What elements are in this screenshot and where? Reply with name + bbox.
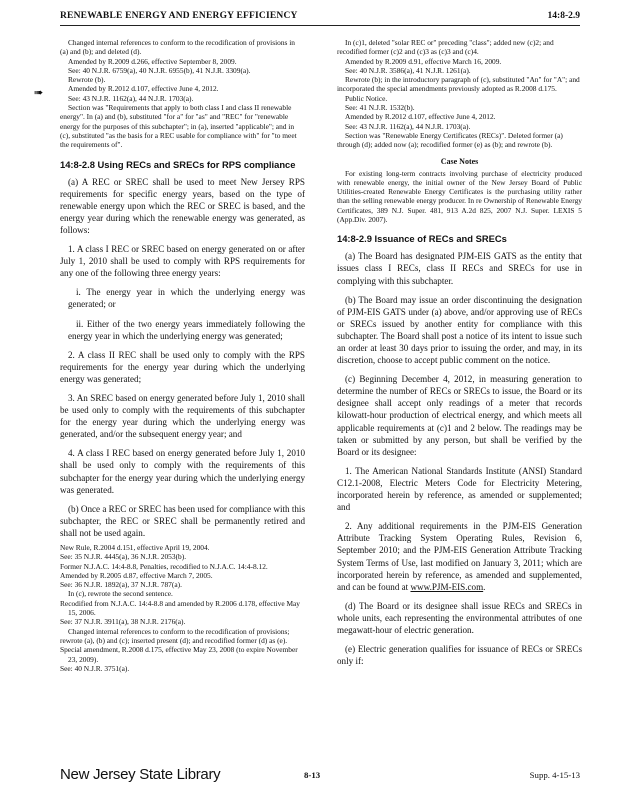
left-column: [60, 38, 305, 673]
paragraph-a: (a) The Board has designated PJM-EIS GATS as the entity that issues class I RECs, class II RECs and SRECs for use in complying with this subchapter.: [337, 251, 582, 286]
case-notes-heading: Case Notes: [440, 156, 479, 166]
history-note: See: 40 N.J.R. 3586(a), 41 N.J.R. 1261(a).: [345, 65, 471, 75]
paragraph-b: (b) Once a REC or SREC has been used for compliance with this subchapter, the REC or SREC shall be permanently retired and shall not be used again.: [60, 503, 305, 538]
paragraph-d: (d) The Board or its designee shall issue RECs and SRECs in whole units, each representing the environmental attributes of one megawatt-hour of electric generation.: [337, 600, 582, 635]
paragraph-c: (c) Beginning December 4, 2012, in measuring generation to determine the number of RECs or SRECs to issue, the Board or its designee shall accept only readings of a meter that records kilowatt-hour production of electrical energy, and which meets all applicable requirements at (c)1 and 2 below. The readings may be taken or submitted by any person, but shall be verified by the Board or its designee:: [337, 374, 582, 457]
history-note: See: 40 N.J.R. 6759(a), 40 N.J.R. 6955(b), 41 N.J.R. 3309(a).: [68, 65, 251, 75]
library-watermark: New Jersey State Library: [60, 766, 221, 783]
paragraph-e: (e) Electric generation qualifies for issuance of RECs or SRECs only if:: [337, 644, 582, 667]
history-note: Amended by R.2012 d.107, effective June 4, 2012.: [68, 84, 219, 94]
list-item-1: 1. The American National Standards Institute (ANSI) Standard C12.1-2008, Electric Meters Code for Electricity Metering, incorporated herein by reference, as amended or supplemented; and: [337, 465, 582, 513]
list-item-2: 2. A class II REC shall be used only to comply with the RPS requirements for the energy year during which the underlying energy was generated;: [60, 349, 305, 384]
history-note: Public Notice.: [345, 93, 388, 103]
history-note: See: 35 N.J.R. 4445(a), 36 N.J.R. 2053(b).: [60, 552, 187, 562]
history-note: New Rule, R.2004 d.151, effective April 19, 2004.: [60, 543, 210, 552]
history-note: See: 43 N.J.R. 1162(a), 44 N.J.R. 1703(a).: [345, 121, 471, 131]
history-note: See: 37 N.J.R. 3911(a), 38 N.J.R. 2176(a).: [60, 617, 186, 627]
list-item-1-ii: ii. Either of the two energy years immediately following the energy year in which the underlying energy was generated;: [68, 318, 305, 341]
section-heading-2-9: 14:8-2.9 Issuance of RECs and SRECs: [337, 233, 507, 245]
list-item-1: 1. A class I REC or SREC based on energy generated on or after July 1, 2010 shall be used to comply with RPS requirements for any one of the following three energy years:: [60, 244, 305, 279]
page-number: 8-13: [304, 770, 321, 780]
supplement-date: Supp. 4-15-13: [529, 770, 580, 780]
running-head: [60, 10, 580, 26]
margin-arrow-icon: ➠: [34, 87, 44, 99]
list-item-3: 3. An SREC based on energy generated before July 1, 2010 shall be used only to comply with the requirements of this subchapter for the energy year during which the underlying energy was generated, and/or the subsequent energy year; and: [60, 392, 305, 440]
history-note: See: 36 N.J.R. 1892(a), 37 N.J.R. 787(a).: [60, 580, 182, 590]
right-column: [337, 38, 582, 667]
history-note: See: 41 N.J.R. 1532(b).: [345, 103, 415, 113]
history-note: In (c)1, deleted "solar REC or" preceding "class"; added new (c)2; and recodified former (c)2 and (c)3 as (c)3 and (c)4.: [337, 38, 554, 57]
paragraph-a: (a) A REC or SREC shall be used to meet New Jersey RPS requirements for specific energy years, based on the type of renewable energy upon which the REC or SREC is based, and the energy year during which the renewable energy was generated, as follows:: [60, 176, 305, 235]
running-head-section: 14:8-2.9: [547, 11, 580, 21]
list-item-2-text: 2. Any additional requirements in the PJM-EIS Generation Attribute Tracking System Operating Rules, Revision 6, September 2010; and the PJM-EIS Generation Attribute Tracking System Terms of Use, last modified on January 3, 2011; which are incorporated herein by reference, as amended and supplemented, and can be found at: [337, 521, 582, 592]
history-note: Amended by R.2012 d.107, effective June 4, 2012.: [345, 112, 496, 122]
history-note: In (c), rewrote the second sentence.: [68, 589, 173, 599]
list-item-1-i: i. The energy year in which the underlying energy was generated; or: [68, 287, 305, 310]
history-note: Amended by R.2009 d.266, effective September 8, 2009.: [68, 56, 237, 66]
history-note: Special amendment, R.2008 d.175, effective May 23, 2008 (to expire November 23, 2009).: [60, 645, 298, 664]
list-item-4: 4. A class I REC based on energy generated before July 1, 2010 shall be used only to comply with the requirements of this subchapter for the energy year during which the underlying energy was generated.: [60, 448, 305, 495]
section-heading-2-8: 14:8-2.8 Using RECs and SRECs for RPS compliance: [60, 158, 296, 170]
list-item-2: 2. Any additional requirements in the PJM-EIS Generation Attribute Tracking System Operating Rules, Revision 6, September 2010; and the PJM-EIS Generation Attribute Tracking System Terms of Use, last modified on January 3, 2011; which are incorporated herein by reference, as amended and supplemented, and can be found at www.PJM-EIS.com.: [337, 521, 582, 592]
pjm-eis-link[interactable]: www.PJM-EIS.com: [410, 581, 484, 592]
history-note: See: 43 N.J.R. 1162(a), 44 N.J.R. 1703(a).: [68, 93, 194, 103]
history-note: Changed internal references to conform to the recodification of provisions in (a) and (b); and deleted (d).: [60, 38, 295, 57]
history-note: Changed internal references to conform to the recodification of provisions; rewrote (a), (b) and (c); inserted present (d); and recodified former (d) as (e).: [60, 626, 290, 645]
history-note: Rewrote (b).: [68, 75, 106, 85]
history-note: Rewrote (b); in the introductory paragraph of (c), substituted "An" for "A"; and incorporated the special amendments previously adopted as R.2008 d.175.: [337, 75, 580, 94]
case-note: For existing long-term contracts involving purchase of electricity produced with renewable energy, the initial owner of the New Jersey Board of Public Utilities-created Renewable Energy Certificates is the purchasing utility rather than the selling renewable energy producer. In re Ownership of Renewable Energy Certificates, 389 N.J. Super. 481, 913 A.2d 825, 2007 N.J. Super. LEXIS 5 (App.Div. 2007).: [337, 168, 582, 225]
history-note: Former N.J.A.C. 14:4-8.8, Penalties, recodified to N.J.A.C. 14:4-8.12.: [60, 561, 268, 571]
history-note: Amended by R.2005 d.87, effective March 7, 2005.: [60, 570, 213, 580]
history-note: Section was "Requirements that apply to both class I and class II renewable energy". In (a) and (b), substituted "for a" for "as" and "REC" for "renewable energy for the purposes of this subchapter"; in (a), inserted "applicable"; and in (c), substituted "as the basis for a REC usable for compliance with" for "to meet the requirements of".: [60, 103, 297, 150]
history-note: Section was "Renewable Energy Certificates (RECs)". Deleted former (a) through (d); added now (a); recodified former (e) as (b); and rewrote (b).: [337, 130, 563, 150]
paragraph-b: (b) The Board may issue an order discontinuing the designation of PJM-EIS GATS under (a) above, and/or approving use of RECs or SRECs issued by another entity for compliance with this subchapter. The Board shall post a notice of its intent to issue such an order at least 30 days prior to issuing the order, and may, in its discretion, choose to accept public comment on the notice.: [337, 294, 582, 366]
running-head-title: RENEWABLE ENERGY AND ENERGY EFFICIENCY: [60, 11, 298, 21]
history-note: See: 40 N.J.R. 3751(a).: [60, 663, 130, 673]
history-note: Amended by R.2009 d.91, effective March 16, 2009.: [345, 56, 502, 66]
history-note: Recodified from N.J.A.C. 14:4-8.8 and amended by R.2006 d.178, effective May 15, 2006.: [60, 598, 301, 618]
